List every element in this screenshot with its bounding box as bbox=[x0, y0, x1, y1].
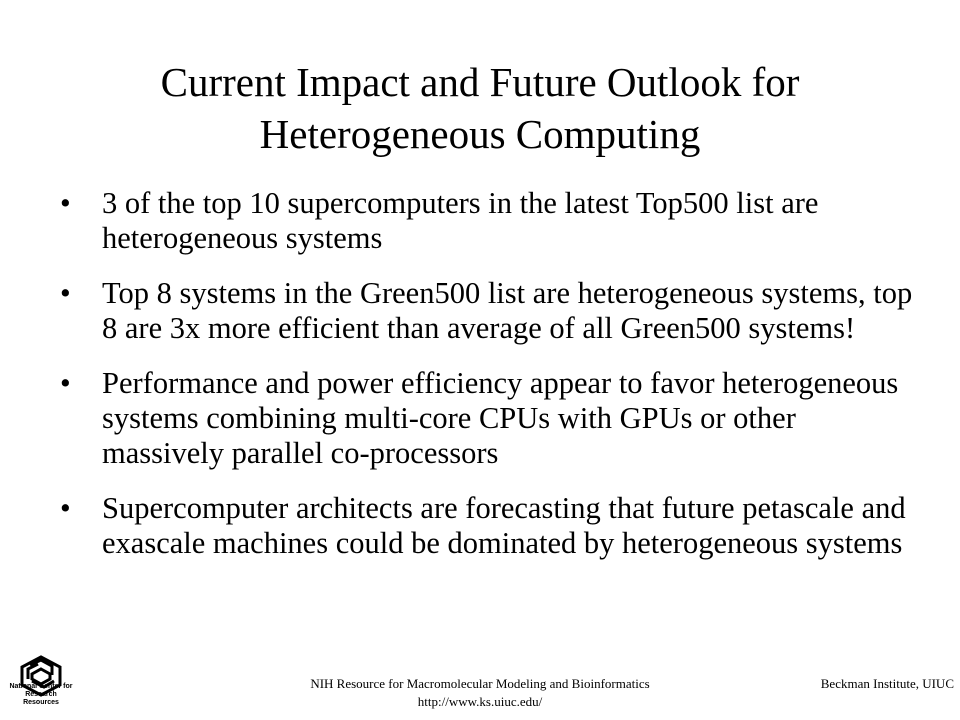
bullet-text: Supercomputer architects are forecasting that future petascale and exascale machines could be dominated by heterogeneous systems bbox=[102, 491, 906, 560]
bullet-text: Performance and power efficiency appear to favor heterogeneous systems combining multi-core CPUs with GPUs or other massively parallel co-processors bbox=[102, 366, 899, 470]
bullet-dot-icon: • bbox=[60, 276, 71, 310]
ncrr-logo-icon bbox=[8, 655, 74, 715]
bullet-dot-icon: • bbox=[60, 491, 71, 525]
footer-center-text bbox=[250, 675, 710, 711]
bullet-list bbox=[60, 186, 920, 581]
bullet-text: 3 of the top 10 supercomputers in the latest Top500 list are heterogeneous systems bbox=[102, 186, 819, 255]
footer-institution: Beckman Institute, UIUC bbox=[820, 676, 954, 691]
footer-url-link[interactable]: http://www.ks.uiuc.edu/ bbox=[417, 694, 543, 709]
bullet-item bbox=[60, 491, 920, 561]
slide-footer bbox=[0, 655, 960, 720]
bullet-dot-icon: • bbox=[60, 186, 71, 220]
bullet-dot-icon: • bbox=[60, 366, 71, 400]
logo-caption: National Center for Research Resources bbox=[9, 683, 73, 706]
bullet-item bbox=[60, 186, 920, 256]
slide-title: Current Impact and Future Outlook for Heterogeneous Computing bbox=[160, 59, 800, 157]
bullet-item bbox=[60, 366, 920, 471]
bullet-item bbox=[60, 276, 920, 346]
footer-resource-name: NIH Resource for Macromolecular Modeling and Bioinformatics bbox=[310, 676, 650, 691]
bullet-text: Top 8 systems in the Green500 list are heterogeneous systems, top 8 are 3x more efficient than average of all Green500 systems! bbox=[102, 276, 913, 345]
